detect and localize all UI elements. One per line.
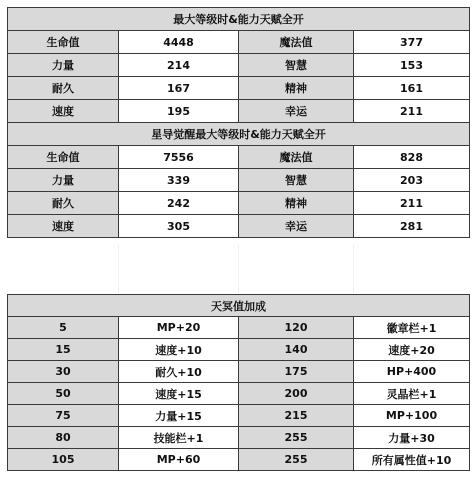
stat-value: 211	[354, 100, 470, 123]
bonus-value: 技能栏+1	[119, 427, 239, 449]
stat-label: 幸运	[239, 100, 354, 123]
table-row	[8, 383, 470, 405]
section-title-row	[8, 295, 470, 317]
table-row	[8, 339, 470, 361]
section-title: 星导觉醒最大等级时&能力天赋全开	[8, 123, 470, 146]
section-title: 天冥值加成	[8, 295, 470, 317]
bonus-value: 力量+30	[354, 427, 470, 449]
table-row	[8, 361, 470, 383]
bonus-value: 速度+10	[119, 339, 239, 361]
bonus-value: 速度+15	[119, 383, 239, 405]
stat-label: 耐久	[8, 192, 119, 215]
stat-label: 智慧	[239, 54, 354, 77]
stat-label: 智慧	[239, 169, 354, 192]
stat-value: 377	[354, 31, 470, 54]
stat-label: 生命值	[8, 146, 119, 169]
stat-value: 305	[119, 215, 239, 238]
bonus-value: HP+400	[354, 361, 470, 383]
bonus-value: MP+60	[119, 449, 239, 471]
bonus-value: 速度+20	[354, 339, 470, 361]
stat-value: 214	[119, 54, 239, 77]
threshold-value: 175	[239, 361, 354, 383]
threshold-value: 30	[8, 361, 119, 383]
bonus-value: 徽章栏+1	[354, 317, 470, 339]
stat-value: 242	[119, 192, 239, 215]
table-row	[8, 405, 470, 427]
tianming-bonus-table	[7, 294, 470, 471]
threshold-value: 75	[8, 405, 119, 427]
stat-value: 167	[119, 77, 239, 100]
stat-value: 195	[119, 100, 239, 123]
stat-value: 339	[119, 169, 239, 192]
table-row	[8, 77, 470, 100]
stat-label: 力量	[8, 169, 119, 192]
threshold-value: 50	[8, 383, 119, 405]
table-row	[8, 215, 470, 238]
threshold-value: 200	[239, 383, 354, 405]
threshold-value: 255	[239, 449, 354, 471]
threshold-value: 80	[8, 427, 119, 449]
bonus-value: 力量+15	[119, 405, 239, 427]
table-row	[8, 427, 470, 449]
threshold-value: 215	[239, 405, 354, 427]
stat-value: 7556	[119, 146, 239, 169]
table-row	[8, 54, 470, 77]
section-title-row	[8, 8, 470, 31]
stat-label: 精神	[239, 192, 354, 215]
table-row	[8, 317, 470, 339]
stat-value: 203	[354, 169, 470, 192]
stat-label: 力量	[8, 54, 119, 77]
attribute-stats-table	[7, 7, 470, 238]
threshold-value: 105	[8, 449, 119, 471]
section-title: 最大等级时&能力天赋全开	[8, 8, 470, 31]
stat-label: 魔法值	[239, 31, 354, 54]
threshold-value: 15	[8, 339, 119, 361]
bonus-value: 耐久+10	[119, 361, 239, 383]
bonus-value: 灵晶栏+1	[354, 383, 470, 405]
stat-value: 211	[354, 192, 470, 215]
table-row	[8, 169, 470, 192]
stat-label: 耐久	[8, 77, 119, 100]
table-row	[8, 31, 470, 54]
stat-label: 幸运	[239, 215, 354, 238]
bonus-value: MP+100	[354, 405, 470, 427]
stat-value: 153	[354, 54, 470, 77]
stat-label: 速度	[8, 100, 119, 123]
stat-label: 魔法值	[239, 146, 354, 169]
spreadsheet-empty-gap	[7, 245, 469, 293]
stat-value: 161	[354, 77, 470, 100]
threshold-value: 5	[8, 317, 119, 339]
stat-label: 生命值	[8, 31, 119, 54]
table-row	[8, 192, 470, 215]
stat-label: 精神	[239, 77, 354, 100]
table-row	[8, 146, 470, 169]
bonus-value: 所有属性值+10	[354, 449, 470, 471]
threshold-value: 255	[239, 427, 354, 449]
table-row	[8, 449, 470, 471]
bonus-value: MP+20	[119, 317, 239, 339]
table-row	[8, 100, 470, 123]
section-title-row	[8, 123, 470, 146]
stat-value: 4448	[119, 31, 239, 54]
stat-value: 828	[354, 146, 470, 169]
stat-value: 281	[354, 215, 470, 238]
threshold-value: 120	[239, 317, 354, 339]
stat-label: 速度	[8, 215, 119, 238]
threshold-value: 140	[239, 339, 354, 361]
